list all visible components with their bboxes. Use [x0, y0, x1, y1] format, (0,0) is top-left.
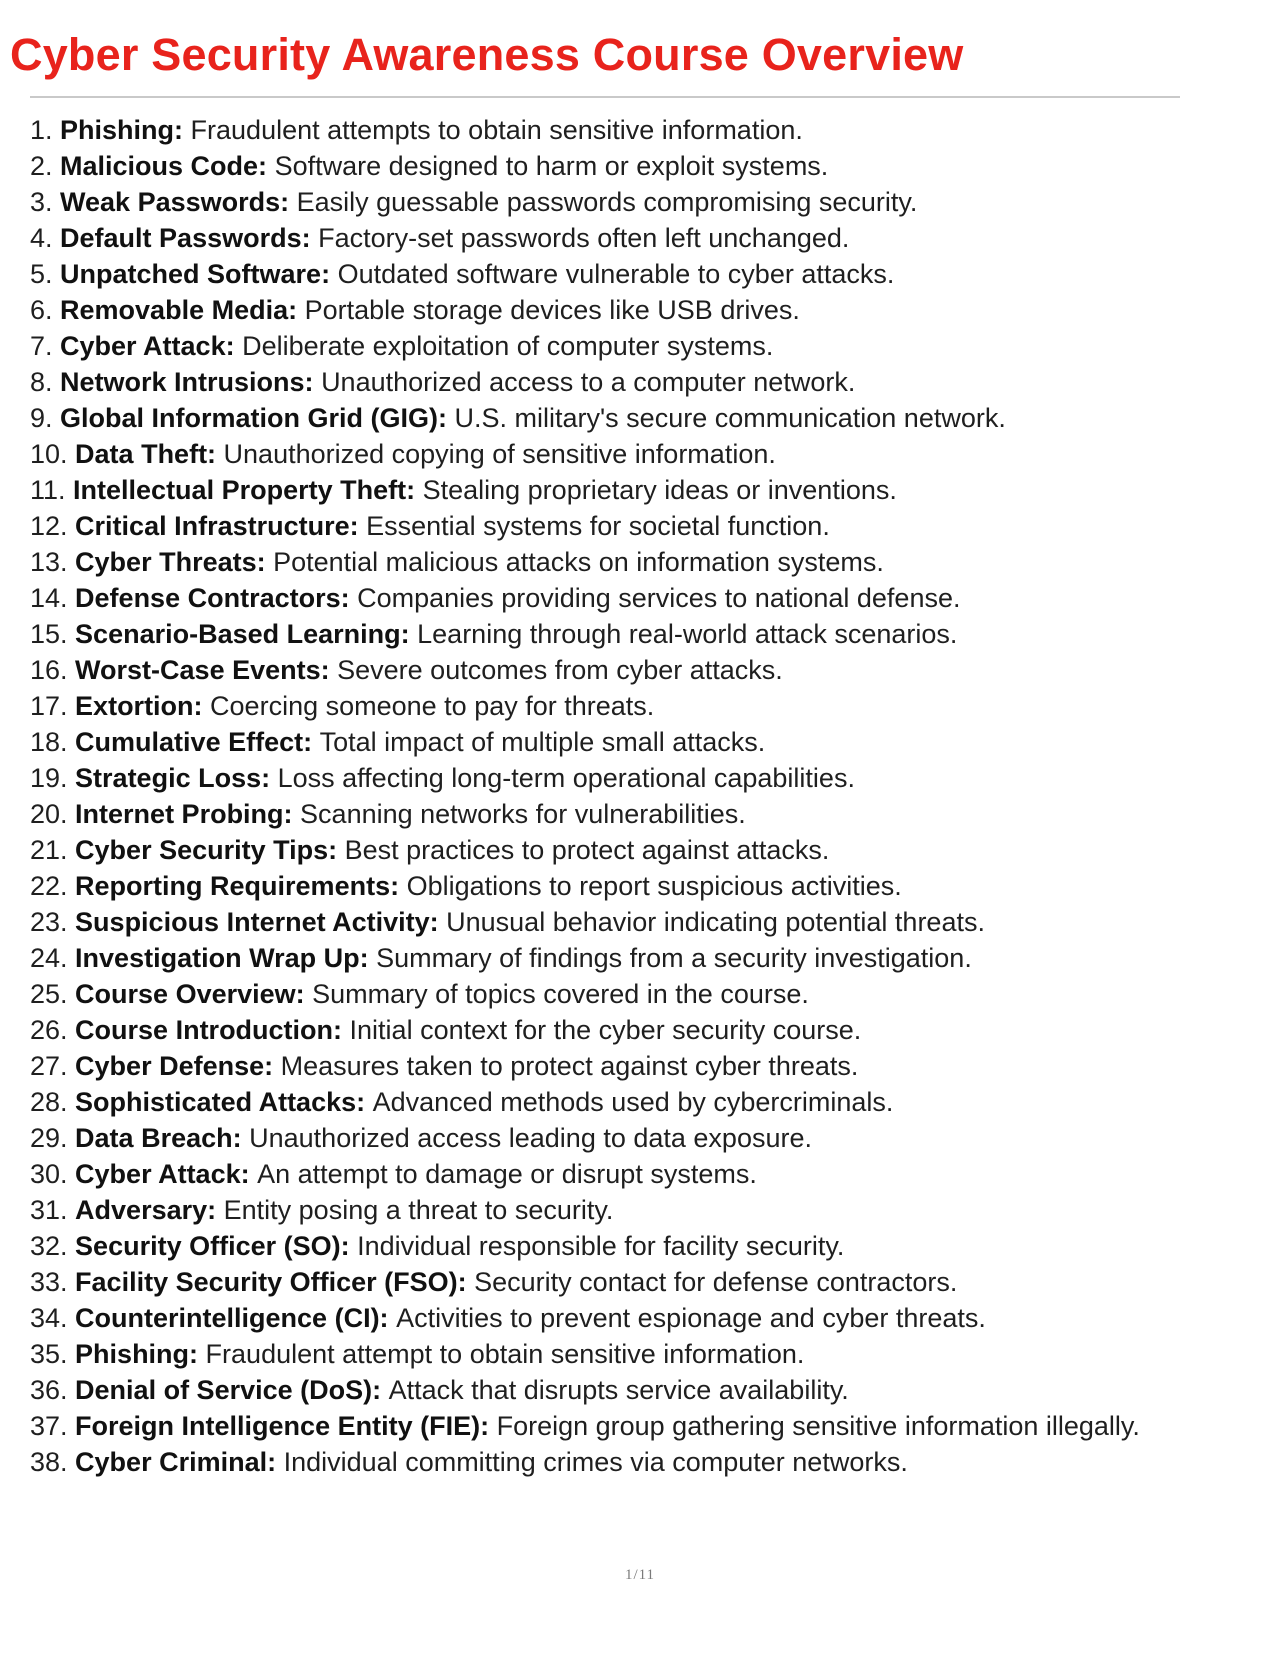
- term-name: Removable Media:: [60, 294, 305, 325]
- page-number: 1/11: [624, 1567, 656, 1583]
- term-item: [30, 1444, 1172, 1480]
- term-item: [30, 436, 1172, 472]
- term-name: Weak Passwords:: [60, 186, 297, 217]
- term-number: 8.: [30, 366, 61, 397]
- term-number: 6.: [30, 294, 61, 325]
- term-name: Phishing:: [75, 1338, 206, 1369]
- term-definition: Activities to prevent espionage and cyber threats.: [396, 1302, 986, 1333]
- page-title: Cyber Security Awareness Course Overview: [10, 29, 964, 80]
- term-item: [30, 400, 1172, 436]
- term-number: 14.: [30, 582, 76, 613]
- term-name: Cyber Attack:: [75, 1158, 258, 1189]
- term-name: Intellectual Property Theft:: [73, 474, 423, 505]
- term-item: [30, 868, 1172, 904]
- term-definition: Unauthorized copying of sensitive information.: [223, 438, 776, 469]
- term-definition: Portable storage devices like USB drives.: [304, 294, 800, 325]
- term-number: 18.: [30, 726, 76, 757]
- term-definition: Unusual behavior indicating potential threats.: [446, 906, 985, 937]
- term-name: Cyber Security Tips:: [75, 834, 345, 865]
- term-definition: Factory-set passwords often left unchanged.: [318, 222, 850, 253]
- term-item: [30, 1228, 1172, 1264]
- term-item: [30, 148, 1172, 184]
- term-definition: Stealing proprietary ideas or inventions.: [422, 474, 897, 505]
- term-definition: Unauthorized access to a computer network.: [321, 366, 856, 397]
- term-number: 33.: [30, 1266, 76, 1297]
- term-number: 3.: [30, 186, 61, 217]
- term-number: 12.: [30, 510, 76, 541]
- term-definition: Obligations to report suspicious activities.: [406, 870, 902, 901]
- term-name: Unpatched Software:: [60, 258, 338, 289]
- term-definition: Summary of findings from a security investigation.: [376, 942, 972, 973]
- term-item: [30, 1048, 1172, 1084]
- term-definition: Security contact for defense contractors.: [474, 1266, 958, 1297]
- term-name: Cyber Criminal:: [75, 1446, 284, 1477]
- term-item: [30, 1120, 1172, 1156]
- term-name: Extortion:: [75, 690, 211, 721]
- term-name: Adversary:: [75, 1194, 224, 1225]
- term-definition: Summary of topics covered in the course.: [312, 978, 809, 1009]
- term-name: Sophisticated Attacks:: [75, 1086, 373, 1117]
- term-number: 34.: [30, 1302, 76, 1333]
- term-number: 35.: [30, 1338, 76, 1369]
- term-item: [30, 760, 1172, 796]
- term-number: 9.: [30, 402, 61, 433]
- term-item: [30, 472, 1172, 508]
- term-definition: Total impact of multiple small attacks.: [319, 726, 766, 757]
- term-item: [30, 904, 1172, 940]
- term-item: [30, 1408, 1172, 1444]
- term-number: 7.: [30, 330, 61, 361]
- term-name: Cyber Attack:: [60, 330, 243, 361]
- title-divider: [30, 96, 1180, 98]
- term-name: Cyber Threats:: [75, 546, 274, 577]
- term-definition: Entity posing a threat to security.: [223, 1194, 614, 1225]
- term-name: Course Overview:: [75, 978, 313, 1009]
- term-name: Foreign Intelligence Entity (FIE):: [75, 1410, 497, 1441]
- term-item: [30, 796, 1172, 832]
- term-number: 38.: [30, 1446, 76, 1477]
- term-name: Defense Contractors:: [75, 582, 358, 613]
- term-number: 17.: [30, 690, 76, 721]
- term-definition: Essential systems for societal function.: [366, 510, 830, 541]
- term-number: 11.: [30, 474, 74, 505]
- term-item: [30, 364, 1172, 400]
- term-name: Strategic Loss:: [75, 762, 278, 793]
- term-name: Data Breach:: [75, 1122, 250, 1153]
- term-definition: Advanced methods used by cybercriminals.: [372, 1086, 894, 1117]
- term-number: 36.: [30, 1374, 76, 1405]
- term-number: 28.: [30, 1086, 76, 1117]
- term-name: Malicious Code:: [60, 150, 275, 181]
- term-item: [30, 1372, 1172, 1408]
- term-definition: Outdated software vulnerable to cyber attacks.: [337, 258, 895, 289]
- term-name: Suspicious Internet Activity:: [75, 906, 447, 937]
- term-name: Default Passwords:: [60, 222, 319, 253]
- term-name: Data Theft:: [75, 438, 224, 469]
- term-definition: An attempt to damage or disrupt systems.: [257, 1158, 757, 1189]
- term-item: [30, 976, 1172, 1012]
- term-definition: Potential malicious attacks on information systems.: [273, 546, 884, 577]
- term-definition: Companies providing services to national defense.: [357, 582, 961, 613]
- term-item: [30, 544, 1172, 580]
- term-number: 16.: [30, 654, 76, 685]
- term-number: 15.: [30, 618, 76, 649]
- term-definition: Individual responsible for facility security.: [357, 1230, 845, 1261]
- term-item: [30, 112, 1172, 148]
- term-name: Investigation Wrap Up:: [75, 942, 377, 973]
- term-item: [30, 1156, 1172, 1192]
- term-number: 31.: [30, 1194, 76, 1225]
- term-name: Reporting Requirements:: [75, 870, 407, 901]
- term-number: 24.: [30, 942, 76, 973]
- term-number: 32.: [30, 1230, 76, 1261]
- term-name: Cyber Defense:: [75, 1050, 281, 1081]
- term-number: 10.: [30, 438, 76, 469]
- term-name: Critical Infrastructure:: [75, 510, 367, 541]
- term-definition: Attack that disrupts service availability.: [388, 1374, 849, 1405]
- term-item: [30, 724, 1172, 760]
- term-number: 21.: [30, 834, 76, 865]
- term-definition: Foreign group gathering sensitive information illegally.: [496, 1410, 1140, 1441]
- term-number: 13.: [30, 546, 76, 577]
- term-item: [30, 1264, 1172, 1300]
- term-definition: Individual committing crimes via computer networks.: [283, 1446, 908, 1477]
- term-number: 37.: [30, 1410, 76, 1441]
- term-definition: Coercing someone to pay for threats.: [210, 690, 655, 721]
- term-definition: U.S. military's secure communication network.: [454, 402, 1006, 433]
- term-number: 20.: [30, 798, 76, 829]
- term-definition: Unauthorized access leading to data exposure.: [249, 1122, 812, 1153]
- terms-list: [0, 108, 1280, 1480]
- term-name: Counterintelligence (CI):: [75, 1302, 397, 1333]
- term-name: Cumulative Effect:: [75, 726, 320, 757]
- term-name: Security Officer (SO):: [75, 1230, 358, 1261]
- term-number: 2.: [30, 150, 61, 181]
- term-number: 19.: [30, 762, 76, 793]
- term-number: 25.: [30, 978, 76, 1009]
- term-number: 5.: [30, 258, 61, 289]
- term-name: Global Information Grid (GIG):: [60, 402, 455, 433]
- term-number: 30.: [30, 1158, 76, 1189]
- term-definition: Severe outcomes from cyber attacks.: [337, 654, 783, 685]
- term-name: Facility Security Officer (FSO):: [75, 1266, 475, 1297]
- term-name: Worst-Case Events:: [75, 654, 338, 685]
- term-definition: Easily guessable passwords compromising security.: [296, 186, 918, 217]
- term-number: 1.: [30, 114, 61, 145]
- term-item: [30, 328, 1172, 364]
- term-number: 4.: [30, 222, 61, 253]
- term-item: [30, 508, 1172, 544]
- term-item: [30, 1336, 1172, 1372]
- term-item: [30, 652, 1172, 688]
- term-number: 27.: [30, 1050, 76, 1081]
- term-item: [30, 220, 1172, 256]
- term-name: Phishing:: [60, 114, 191, 145]
- term-item: [30, 1012, 1172, 1048]
- term-definition: Best practices to protect against attacks.: [344, 834, 830, 865]
- term-number: 23.: [30, 906, 76, 937]
- term-definition: Loss affecting long-term operational capabilities.: [277, 762, 855, 793]
- term-definition: Software designed to harm or exploit systems.: [274, 150, 829, 181]
- term-name: Denial of Service (DoS):: [75, 1374, 389, 1405]
- term-number: 29.: [30, 1122, 76, 1153]
- term-definition: Deliberate exploitation of computer systems.: [242, 330, 774, 361]
- term-item: [30, 832, 1172, 868]
- term-number: 26.: [30, 1014, 76, 1045]
- term-item: [30, 1192, 1172, 1228]
- term-name: Network Intrusions:: [60, 366, 322, 397]
- term-item: [30, 940, 1172, 976]
- term-definition: Fraudulent attempt to obtain sensitive information.: [205, 1338, 805, 1369]
- term-item: [30, 184, 1172, 220]
- term-item: [30, 1300, 1172, 1336]
- term-item: [30, 292, 1172, 328]
- term-definition: Fraudulent attempts to obtain sensitive information.: [190, 114, 803, 145]
- term-item: [30, 256, 1172, 292]
- term-item: [30, 616, 1172, 652]
- term-item: [30, 580, 1172, 616]
- term-definition: Initial context for the cyber security course.: [349, 1014, 862, 1045]
- term-name: Internet Probing:: [75, 798, 301, 829]
- term-name: Scenario-Based Learning:: [75, 618, 418, 649]
- term-definition: Scanning networks for vulnerabilities.: [300, 798, 746, 829]
- term-item: [30, 688, 1172, 724]
- term-definition: Measures taken to protect against cyber threats.: [280, 1050, 859, 1081]
- term-definition: Learning through real-world attack scenarios.: [417, 618, 958, 649]
- term-number: 22.: [30, 870, 76, 901]
- term-item: [30, 1084, 1172, 1120]
- term-name: Course Introduction:: [75, 1014, 350, 1045]
